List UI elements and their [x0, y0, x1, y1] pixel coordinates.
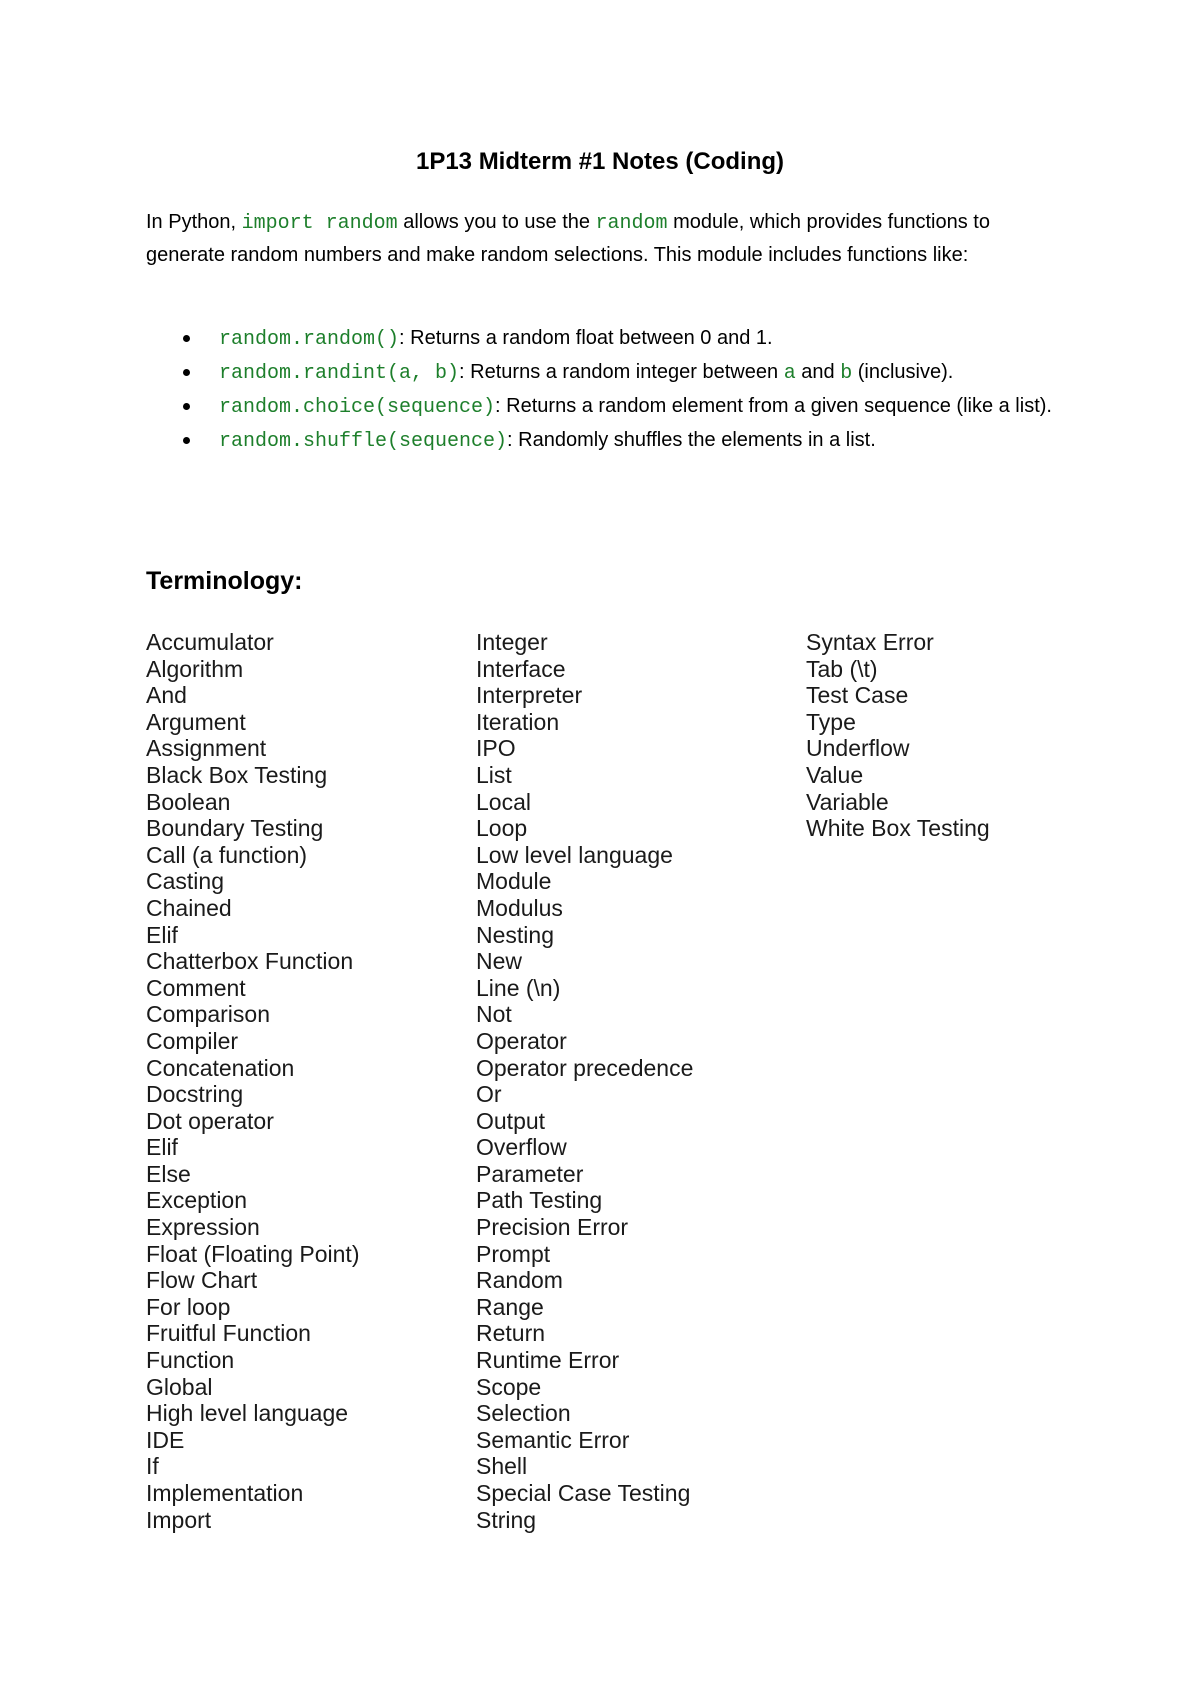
- term-item: Underflow: [806, 735, 910, 762]
- term-item: Call (a function): [146, 841, 308, 868]
- function-description: (inclusive).: [852, 361, 954, 383]
- term-item: Value: [806, 761, 864, 788]
- function-description: : Returns a random integer between: [459, 361, 784, 383]
- term-item: Integer: [476, 629, 548, 655]
- term-item: Runtime Error: [476, 1347, 620, 1374]
- list-item: [146, 322, 1066, 356]
- term-item: Iteration: [476, 708, 560, 735]
- page-title: 1P13 Midterm #1 Notes (Coding): [415, 148, 785, 175]
- term-item: Test Case: [806, 682, 909, 709]
- term-item: New: [476, 948, 523, 975]
- term-item: Module: [476, 868, 552, 895]
- term-item: Variable: [806, 788, 889, 815]
- term-item: Boundary Testing: [146, 815, 324, 842]
- term-item: Interpreter: [476, 682, 583, 709]
- term-item: Output: [476, 1107, 546, 1134]
- term-item: Boolean: [146, 788, 231, 815]
- term-item: Docstring: [146, 1081, 244, 1108]
- term-item: Chained: [146, 894, 232, 921]
- terminology-column-2: [476, 629, 693, 1533]
- term-item: Prompt: [476, 1240, 551, 1267]
- term-item: Random: [476, 1267, 563, 1294]
- term-item: Accumulator: [146, 629, 274, 655]
- term-item: Scope: [476, 1373, 542, 1400]
- term-item: Comment: [146, 974, 246, 1001]
- function-description: : Returns a random element from a given sequence (like a list).: [495, 395, 1052, 417]
- term-item: Elif: [146, 1134, 178, 1161]
- term-item: Float (Floating Point): [146, 1240, 360, 1267]
- term-item: Semantic Error: [476, 1426, 630, 1453]
- term-item: Selection: [476, 1400, 571, 1427]
- term-item: Syntax Error: [806, 629, 934, 655]
- term-item: Function: [146, 1347, 235, 1374]
- term-item: Low level language: [476, 841, 673, 868]
- param-a: a: [783, 362, 796, 385]
- intro-text-2: allows you to use the: [397, 211, 596, 233]
- term-item: String: [476, 1506, 537, 1533]
- function-name: random.random(): [219, 328, 400, 351]
- intro-code-random: random: [595, 212, 668, 235]
- term-item: Flow Chart: [146, 1267, 258, 1294]
- term-item: Not: [476, 1001, 512, 1028]
- bullet-icon: [183, 335, 190, 342]
- term-item: Casting: [146, 868, 224, 895]
- term-item: List: [476, 761, 512, 788]
- term-item: Overflow: [476, 1134, 567, 1161]
- term-item: Nesting: [476, 921, 554, 948]
- term-item: IDE: [146, 1426, 185, 1453]
- term-item: Path Testing: [476, 1187, 603, 1214]
- term-item: Comparison: [146, 1001, 270, 1028]
- term-item: Or: [476, 1081, 502, 1108]
- term-item: Dot operator: [146, 1107, 274, 1134]
- term-item: IPO: [476, 735, 516, 762]
- term-item: Operator precedence: [476, 1054, 694, 1081]
- term-item: If: [146, 1453, 159, 1480]
- term-item: Modulus: [476, 894, 563, 921]
- term-item: Range: [476, 1293, 544, 1320]
- term-item: Local: [476, 788, 531, 815]
- term-item: Special Case Testing: [476, 1480, 691, 1506]
- term-item: Compiler: [146, 1027, 239, 1054]
- term-item: Return: [476, 1320, 546, 1347]
- term-item: Black Box Testing: [146, 761, 328, 788]
- function-description: and: [795, 361, 841, 383]
- intro-paragraph: [146, 207, 1066, 270]
- term-item: Assignment: [146, 735, 267, 762]
- term-item: Type: [806, 708, 856, 735]
- term-item: High level language: [146, 1400, 349, 1427]
- function-description: : Returns a random float between 0 and 1.: [399, 327, 773, 349]
- term-item: Precision Error: [476, 1214, 629, 1241]
- term-item: Exception: [146, 1187, 248, 1214]
- term-item: Algorithm: [146, 655, 244, 682]
- term-item: Global: [146, 1373, 213, 1400]
- intro-code-import: import random: [241, 212, 398, 235]
- term-item: Argument: [146, 708, 246, 735]
- list-item: [146, 424, 1066, 458]
- function-list: [146, 322, 1066, 458]
- term-item: Tab (\t): [806, 655, 878, 682]
- term-item: Chatterbox Function: [146, 948, 354, 975]
- term-item: Implementation: [146, 1480, 304, 1506]
- param-b: b: [840, 362, 853, 385]
- term-item: Else: [146, 1160, 191, 1187]
- term-item: Parameter: [476, 1160, 584, 1187]
- function-name: random.choice(sequence): [219, 396, 496, 419]
- terminology-heading: Terminology:: [146, 567, 303, 595]
- term-item: Operator: [476, 1027, 567, 1054]
- intro-text-1: In Python,: [146, 211, 242, 233]
- term-item: Shell: [476, 1453, 528, 1480]
- term-item: For loop: [146, 1293, 231, 1320]
- term-item: Import: [146, 1506, 212, 1533]
- term-item: Elif: [146, 921, 178, 948]
- term-item: Interface: [476, 655, 566, 682]
- intro-text-3: module, which provides functions to generate random numbers and make random selections. This module includes functions like:: [146, 211, 990, 266]
- list-item: [146, 390, 1066, 424]
- term-item: Loop: [476, 815, 528, 842]
- function-name: random.shuffle(sequence): [219, 430, 508, 453]
- bullet-icon: [183, 403, 190, 410]
- function-name: random.randint(a, b): [219, 362, 460, 385]
- term-item: White Box Testing: [806, 815, 990, 842]
- term-item: Concatenation: [146, 1054, 295, 1081]
- bullet-icon: [183, 369, 190, 376]
- terminology-column-3: [806, 629, 990, 842]
- term-item: Line (\n): [476, 974, 561, 1001]
- function-description: : Randomly shuffles the elements in a list.: [507, 429, 876, 451]
- list-item: [146, 356, 1066, 390]
- term-item: Expression: [146, 1214, 260, 1241]
- terminology-column-1: [146, 629, 359, 1533]
- term-item: Fruitful Function: [146, 1320, 311, 1347]
- term-item: And: [146, 682, 187, 709]
- bullet-icon: [183, 437, 190, 444]
